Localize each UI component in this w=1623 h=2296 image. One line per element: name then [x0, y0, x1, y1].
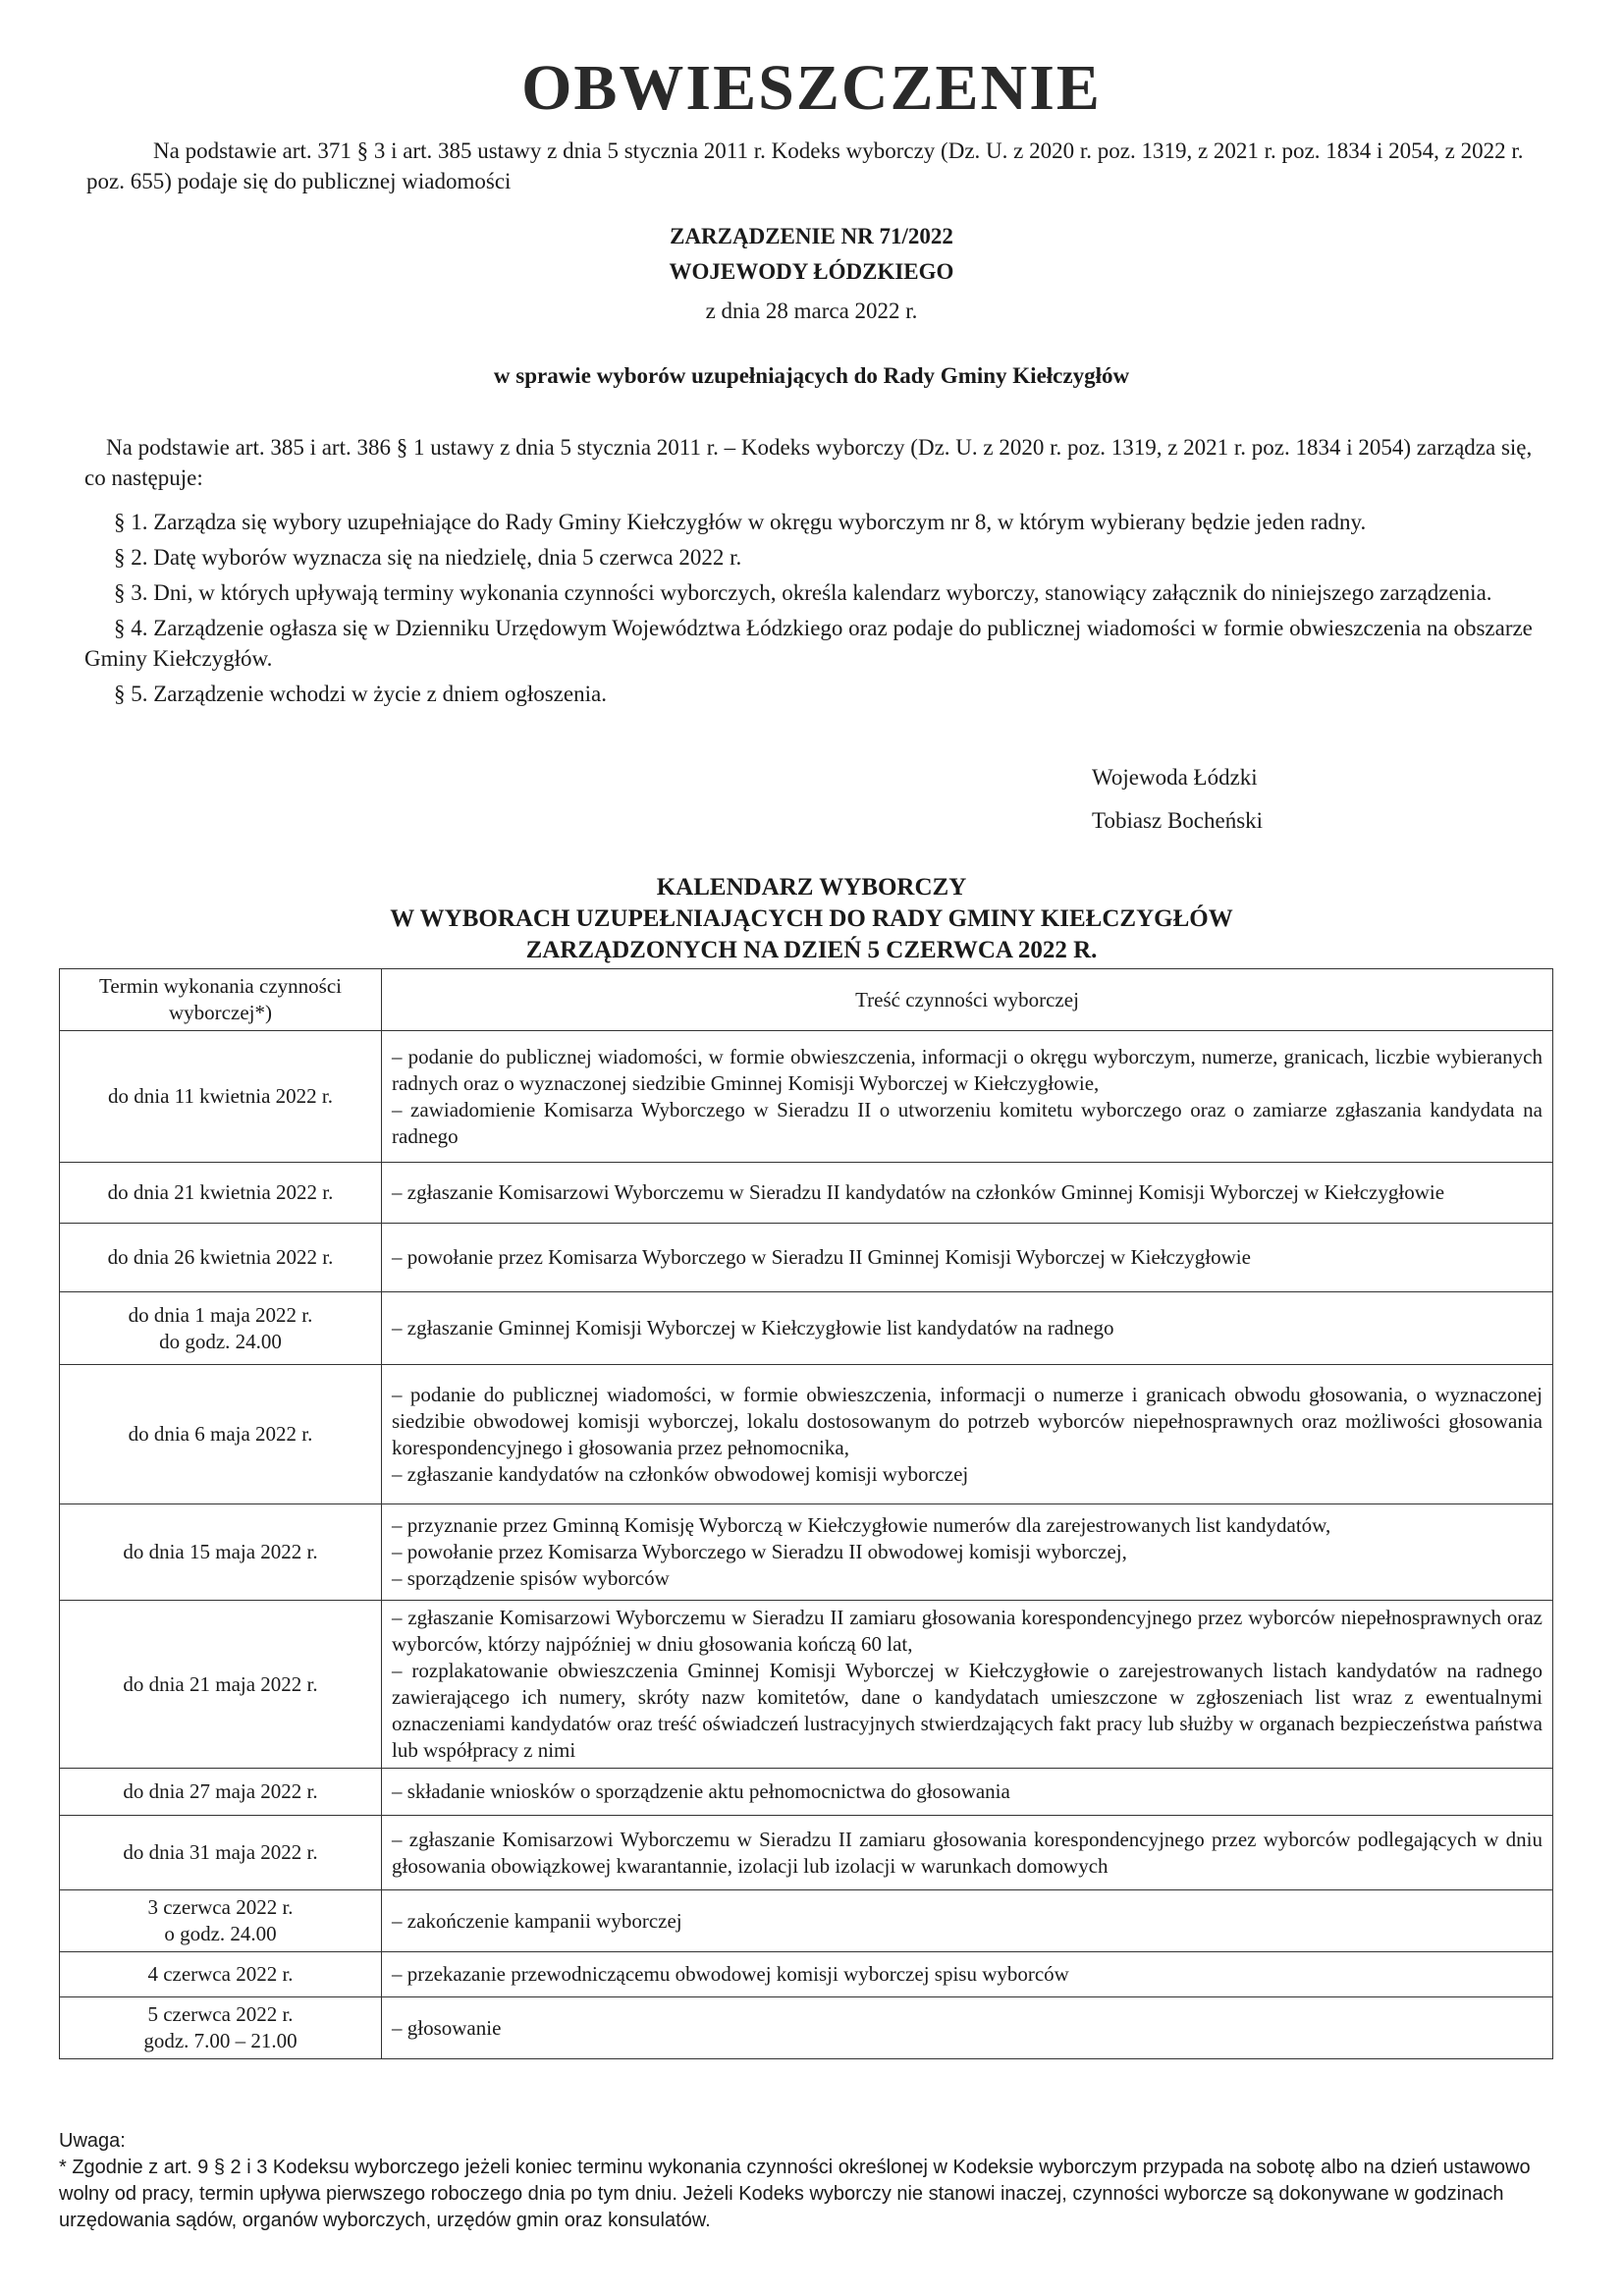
term-line: o godz. 24.00 [164, 1922, 277, 1945]
term-cell [60, 1504, 382, 1601]
term-line: do dnia 15 maja 2022 r. [123, 1540, 318, 1563]
term-line: godz. 7.00 – 21.00 [143, 2029, 298, 2052]
term-cell [60, 1997, 382, 2059]
activity-item: – powołanie przez Komisarza Wyborczego w Sieradzu II Gminnej Komisji Wyborczej w Kiełczygłowie [392, 1245, 1251, 1269]
paragraph-4: § 4. Zarządzenie ogłasza się w Dzienniku Urzędowym Województwa Łódzkiego oraz podaje do publicznej wiadomości w formie obwieszczenia na obszarze Gminy Kiełczygłów. [84, 616, 1533, 671]
paragraph-1: § 1. Zarządza się wybory uzupełniające do Rady Gminy Kiełczygłów w okręgu wyborczym nr 8, w którym wybierany będzie jeden radny. [114, 510, 1367, 534]
table-row [60, 1163, 1553, 1224]
term-line: 5 czerwca 2022 r. [147, 2002, 294, 2026]
header-content: Treść czynności wyborczej [382, 969, 1553, 1031]
activity-item: – zawiadomienie Komisarza Wyborczego w Sieradzu II o utworzeniu komitetu wyborczego oraz o zamiarze zgłaszania kandydata na radnego [392, 1097, 1542, 1148]
term-cell [60, 1816, 382, 1890]
content-cell [382, 1890, 1553, 1952]
order-legal-basis: Na podstawie art. 385 i art. 386 § 1 ustawy z dnia 5 stycznia 2011 r. – Kodeks wyborczy (Dz. U. z 2020 r. poz. 1319, z 2021 r. poz. 1834 i 2054) zarządza się, co następuje: [84, 435, 1533, 490]
paragraph-2: § 2. Datę wyborów wyznacza się na niedzielę, dnia 5 czerwca 2022 r. [114, 545, 742, 570]
term-line: 3 czerwca 2022 r. [147, 1895, 294, 1919]
table-row [60, 1601, 1553, 1769]
table-header-row [60, 969, 1553, 1031]
activity-item: – przekazanie przewodniczącemu obwodowej komisji wyborczej spisu wyborców [392, 1962, 1069, 1986]
activity-item: – przyznanie przez Gminną Komisję Wyborczą w Kiełczygłowie numerów dla zarejestrowanych list kandydatów, [392, 1513, 1331, 1537]
content-cell [382, 1292, 1553, 1365]
term-line: do godz. 24.00 [159, 1329, 282, 1353]
content-cell [382, 1365, 1553, 1504]
content-cell [382, 1952, 1553, 1997]
signature-role: Wojewoda Łódzki [1092, 765, 1258, 790]
activity-item: – podanie do publicznej wiadomości, w formie obwieszczenia, informacji o numerze i granicach obwodu głosowania, o wyznaczonej siedzibie obwodowej komisji wyborczej, lokalu dostosowanym do potrzeb wyborców niepełnosprawnych oraz możliwości głosowania korespondencyjnego i głosowania przez pełnomocnika, [392, 1382, 1542, 1459]
paragraph-5: § 5. Zarządzenie wchodzi w życie z dniem ogłoszenia. [114, 682, 607, 706]
content-cell [382, 1769, 1553, 1816]
table-body [60, 1031, 1553, 2059]
signature-block [1092, 756, 1263, 843]
calendar-title-line-3: ZARZĄDZONYCH NA DZIEŃ 5 CZERWCA 2022 R. [525, 937, 1098, 963]
term-cell [60, 1601, 382, 1769]
table-row [60, 1224, 1553, 1292]
table-row [60, 1504, 1553, 1601]
election-calendar-table [59, 968, 1553, 2059]
table-row [60, 1769, 1553, 1816]
term-cell [60, 1952, 382, 1997]
activity-item: – zgłaszanie kandydatów na członków obwodowej komisji wyborczej [392, 1461, 969, 1486]
activity-item: – zgłaszanie Komisarzowi Wyborczemu w Sieradzu II zamiaru głosowania korespondencyjnego przez wyborców niepełnosprawnych oraz wyborców, którzy najpóźniej w dniu głosowania kończą 60 lat, [392, 1606, 1542, 1656]
term-line: do dnia 21 kwietnia 2022 r. [107, 1180, 334, 1204]
term-cell [60, 1292, 382, 1365]
term-line: do dnia 21 maja 2022 r. [123, 1671, 318, 1696]
content-cell [382, 1031, 1553, 1163]
order-number: ZARZĄDZENIE NR 71/2022 [670, 224, 953, 248]
table-row [60, 1997, 1553, 2059]
table-row [60, 1031, 1553, 1163]
order-subject: w sprawie wyborów uzupełniających do Rady Gminy Kiełczygłów [493, 363, 1130, 388]
intro-paragraph: Na podstawie art. 371 § 3 i art. 385 ustawy z dnia 5 stycznia 2011 r. Kodeks wyborczy (Dz. U. z 2020 r. poz. 1319, z 2021 r. poz. 1834 i 2054, z 2022 r. poz. 655) podaje się do publicznej wiadomości [86, 138, 1524, 193]
term-cell [60, 1224, 382, 1292]
signature-name: Tobiasz Bocheński [1092, 808, 1264, 833]
activity-item: – podanie do publicznej wiadomości, w formie obwieszczenia, informacji o okręgu wyborczym, numerze, granicach, liczbie wybieranych radnych oraz o wyznaczonej siedzibie Gminnej Komisji Wyborczej w Kiełczygłowie, [392, 1044, 1542, 1095]
activity-item: – zakończenie kampanii wyborczej [392, 1908, 682, 1933]
paragraph-3: § 3. Dni, w których upływają terminy wykonania czynności wyborczych, określa kalendarz wyborczy, stanowiący załącznik do niniejszego zarządzenia. [114, 580, 1492, 605]
order-issuer: WOJEWODY ŁÓDZKIEGO [669, 259, 954, 284]
activity-item: – zgłaszanie Gminnej Komisji Wyborczej w Kiełczygłowie list kandydatów na radnego [392, 1316, 1114, 1339]
calendar-title-line-1: KALENDARZ WYBORCZY [656, 874, 967, 901]
content-cell [382, 1504, 1553, 1601]
content-cell [382, 1163, 1553, 1224]
term-line: do dnia 27 maja 2022 r. [123, 1779, 318, 1803]
table-row [60, 1365, 1553, 1504]
table-row [60, 1952, 1553, 1997]
term-line: do dnia 6 maja 2022 r. [128, 1422, 313, 1446]
page-title: OBWIESZCZENIE [521, 52, 1102, 124]
notes-section [59, 2128, 1543, 2234]
activity-item: – zgłaszanie Komisarzowi Wyborczemu w Sieradzu II zamiaru głosowania korespondencyjnego przez wyborców podlegających w dniu głosowania obowiązkowej kwarantannie, izolacji lub izolacji w warunkach domowych [392, 1827, 1542, 1878]
order-paragraphs [84, 507, 1557, 709]
calendar-title-line-2: W WYBORACH UZUPEŁNIAJĄCYCH DO RADY GMINY KIEŁCZYGŁÓW [390, 905, 1233, 932]
activity-item: – powołanie przez Komisarza Wyborczego w Sieradzu II obwodowej komisji wyborczej, [392, 1540, 1127, 1563]
activity-item: – głosowanie [392, 2015, 502, 2040]
table-row [60, 1816, 1553, 1890]
table-row [60, 1890, 1553, 1952]
term-line: 4 czerwca 2022 r. [147, 1962, 294, 1986]
note-text: * Zgodnie z art. 9 § 2 i 3 Kodeksu wyborczego jeżeli koniec terminu wykonania czynności określonej w Kodeksie wyborczym przypada na sobotę albo na dzień ustawowo wolny od pracy, termin upływa pierwszego roboczego dnia po tym dniu. Jeżeli Kodeks wyborczy nie stanowi inaczej, czynności wyborcze są dokonywane w godzinach urzędowania sądów, organów wyborczych, urzędów gmin oraz konsulatów. [59, 2157, 1531, 2231]
activity-item: – zgłaszanie Komisarzowi Wyborczemu w Sieradzu II kandydatów na członków Gminnej Komisji Wyborczej w Kiełczygłowie [392, 1180, 1445, 1204]
term-line: do dnia 26 kwietnia 2022 r. [107, 1245, 334, 1269]
order-date: z dnia 28 marca 2022 r. [705, 299, 918, 323]
term-cell [60, 1163, 382, 1224]
activity-item: – rozplakatowanie obwieszczenia Gminnej Komisji Wyborczej w Kiełczygłowie o zarejestrowanych listach kandydatów na radnego zawierającego ich numery, skróty nazw komitetów, dane o kandydatach umieszczone w zgłoszeniach list wraz z ewentualnymi oznaczeniami kandydatów oraz treść oświadczeń lustracyjnych stwierdzających fakt pracy lub służby w organach bezpieczeństwa państwa lub współpracy z nimi [392, 1659, 1542, 1762]
term-line: do dnia 1 maja 2022 r. [128, 1302, 313, 1327]
term-line: do dnia 31 maja 2022 r. [123, 1840, 318, 1864]
content-cell [382, 1816, 1553, 1890]
activity-item: – sporządzenie spisów wyborców [392, 1566, 670, 1590]
content-cell [382, 1997, 1553, 2059]
activity-item: – składanie wniosków o sporządzenie aktu pełnomocnictwa do głosowania [392, 1779, 1010, 1803]
term-cell [60, 1769, 382, 1816]
term-line: do dnia 11 kwietnia 2022 r. [107, 1084, 334, 1108]
header-term: Termin wykonania czynności wyborczej*) [60, 969, 382, 1031]
note-heading: Uwaga: [59, 2130, 126, 2152]
term-cell [60, 1365, 382, 1504]
term-cell [60, 1031, 382, 1163]
content-cell [382, 1601, 1553, 1769]
table-row [60, 1292, 1553, 1365]
content-cell [382, 1224, 1553, 1292]
term-cell [60, 1890, 382, 1952]
